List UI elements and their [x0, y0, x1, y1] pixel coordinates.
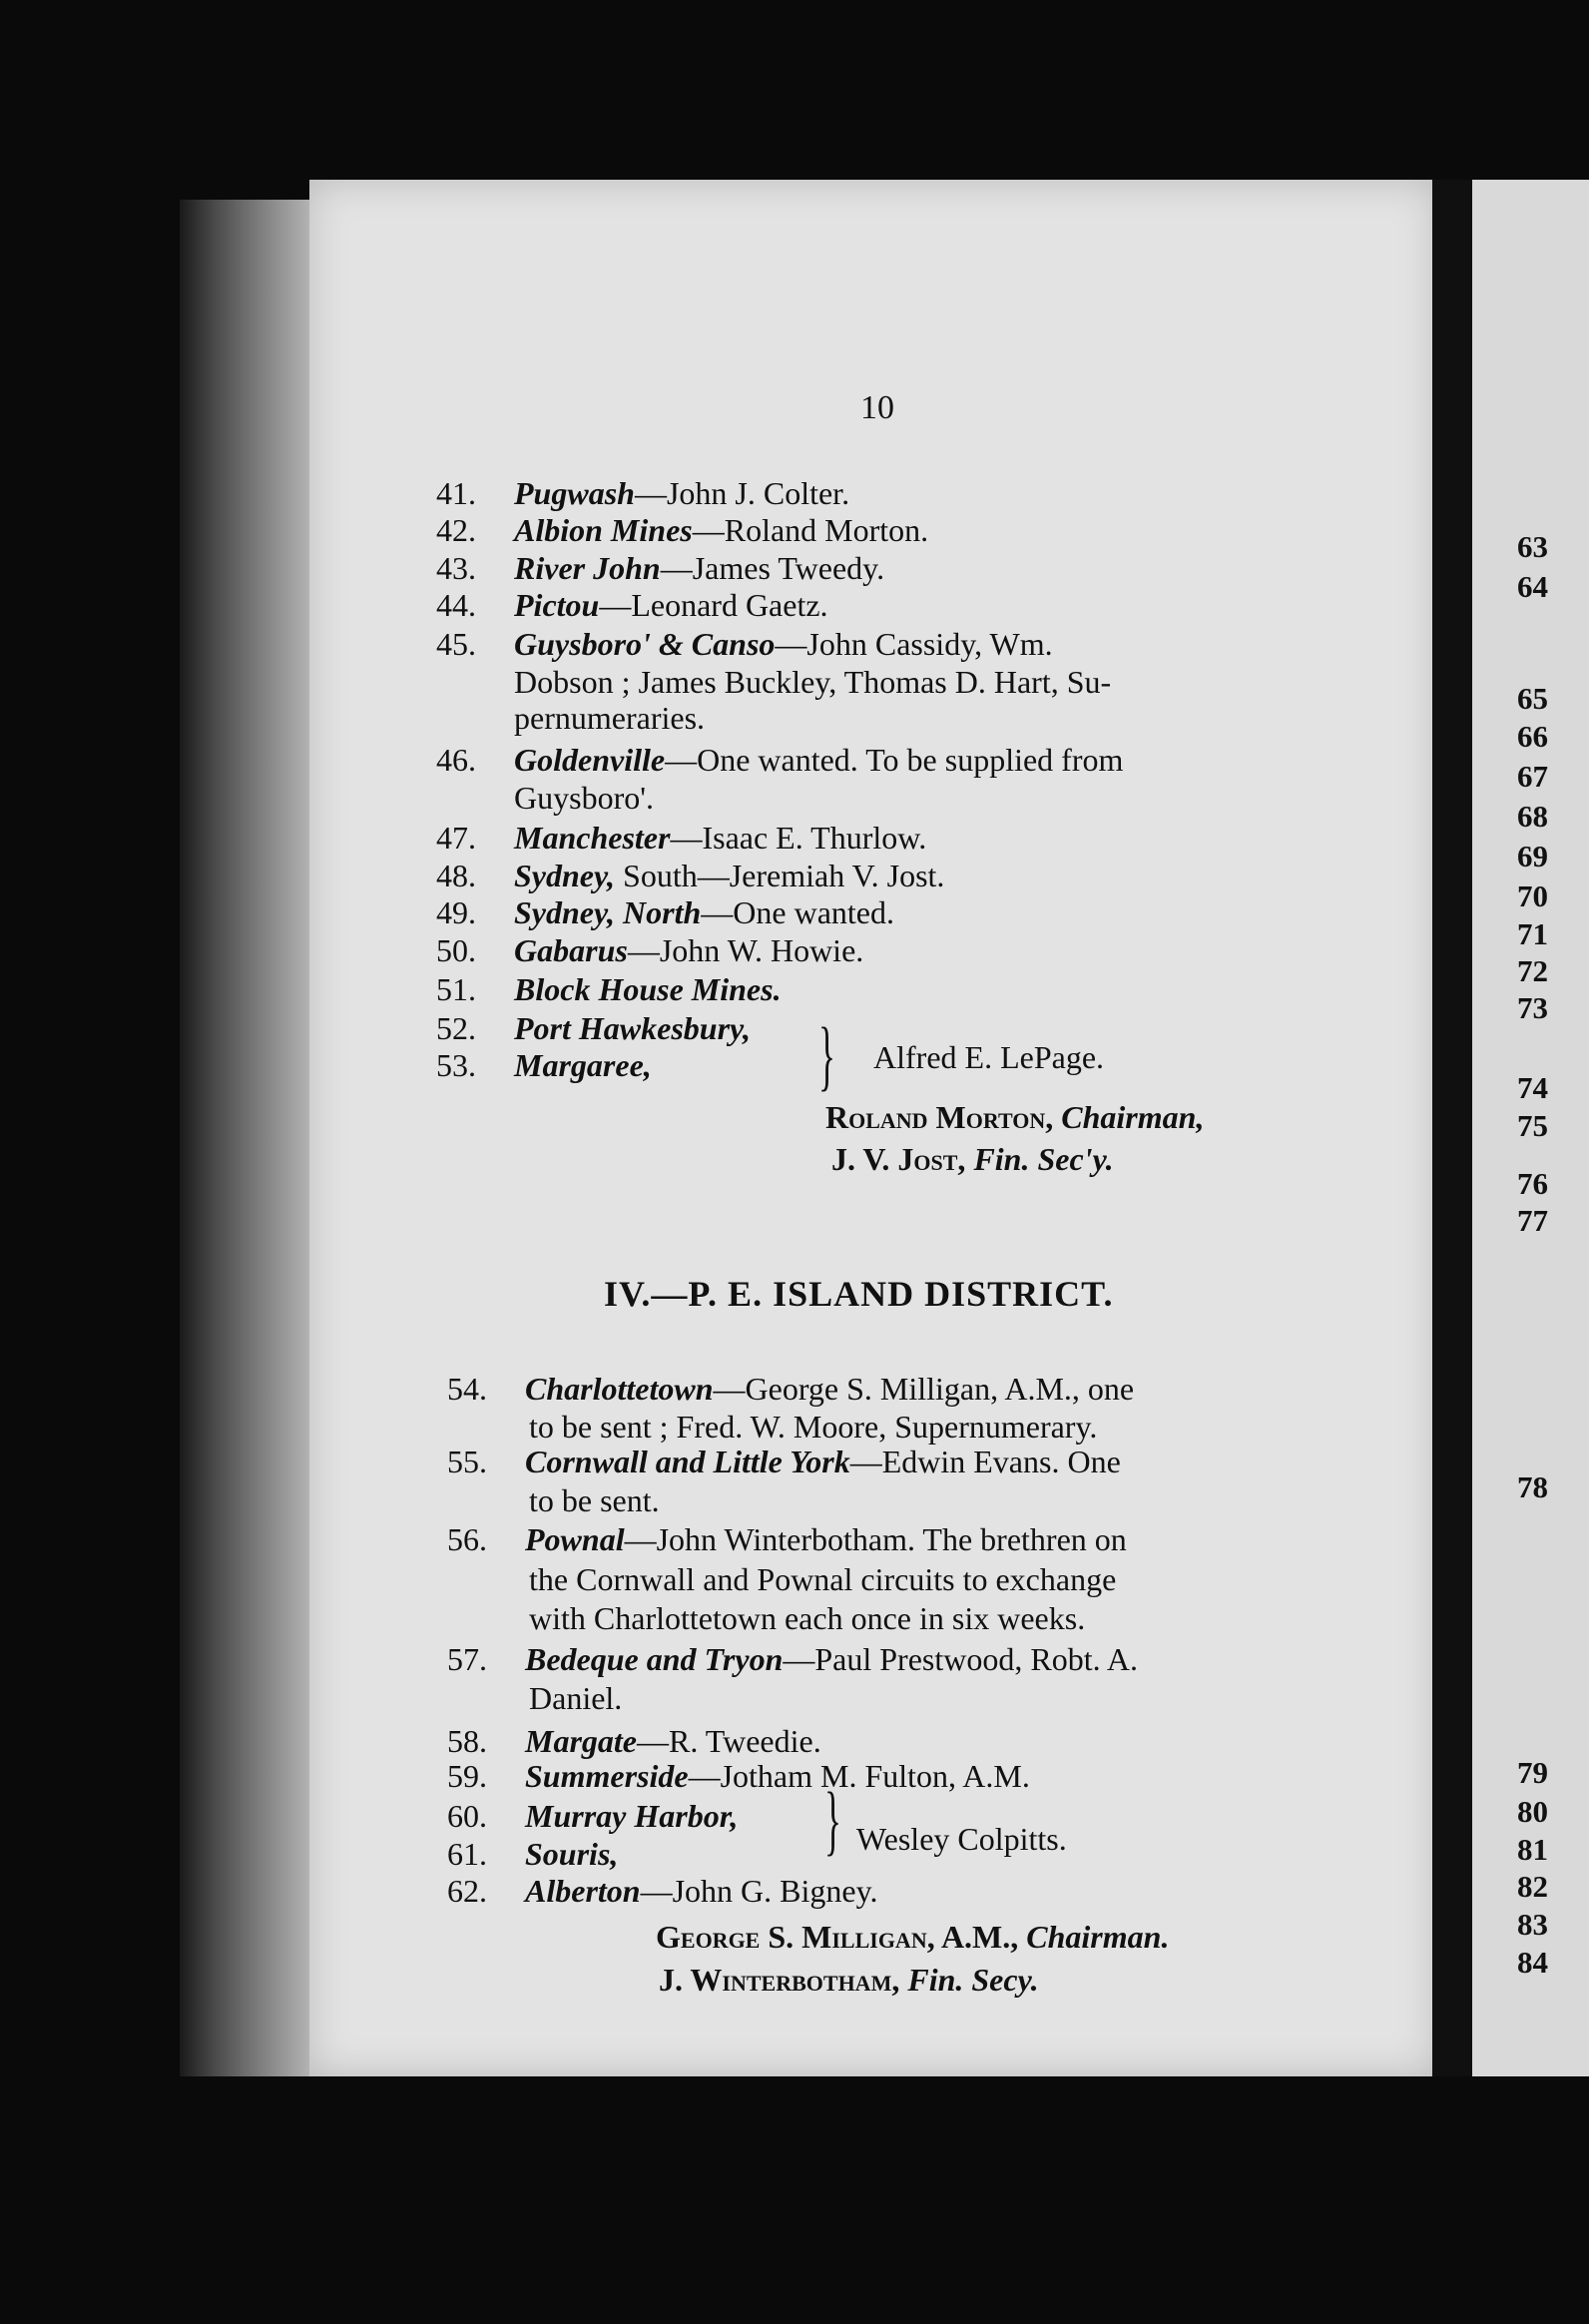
entry-place: Cornwall and Little York [525, 1444, 850, 1479]
entry-text: —James Tweedy. [660, 550, 885, 586]
next-page-number: 69 [1517, 839, 1548, 873]
entry-text: —Edwin Evans. One [849, 1444, 1121, 1479]
entry-number: 53. [436, 1047, 476, 1083]
entry-line [447, 1640, 1138, 1678]
entry-line [529, 1481, 660, 1519]
group-52-53-minister: Alfred E. LePage. [873, 1039, 1105, 1075]
entry-place: Charlottetown [525, 1371, 714, 1407]
entry-line [447, 1722, 821, 1760]
entry-place: River John [514, 550, 661, 586]
next-page-number: 84 [1517, 1945, 1548, 1980]
next-page-number: 72 [1517, 953, 1548, 988]
entry-line [447, 1520, 1127, 1558]
next-page-number: 64 [1517, 569, 1548, 604]
entry-text: —Isaac E. Thurlow. [670, 820, 927, 856]
entry-text: —R. Tweedie. [637, 1723, 821, 1759]
entry-number: 49. [436, 894, 476, 930]
entry-place: Port Hawkesbury, [514, 1010, 752, 1046]
entry-place: Alberton [525, 1873, 641, 1909]
entry-place: Pugwash [514, 475, 635, 511]
entry-number: 44. [436, 587, 476, 623]
entry-line [436, 970, 782, 1008]
entry-place: Souris, [525, 1836, 619, 1872]
entry-place: Margate [525, 1723, 637, 1759]
entry-line [447, 1835, 618, 1873]
entry-number: 52. [436, 1010, 476, 1046]
entry-line [436, 1009, 751, 1047]
group-60-61-minister: Wesley Colpitts. [856, 1821, 1067, 1857]
entry-text: —One wanted. [701, 894, 894, 930]
entry-line [529, 1408, 1097, 1446]
entry-line [447, 1797, 738, 1835]
entry-text: —One wanted. To be supplied from [665, 742, 1124, 778]
entry-place: Bedeque and Tryon [525, 1641, 784, 1677]
entry-text: with Charlottetown each once in six weeks. [529, 1600, 1086, 1636]
entry-text: —Jotham M. Fulton, A.M. [688, 1758, 1030, 1794]
entry-number: 48. [436, 858, 476, 893]
entry-number: 46. [436, 742, 476, 778]
entry-number: 47. [436, 820, 476, 856]
district3-chairman: Roland Morton, Chairman, [825, 1099, 1205, 1135]
entry-text: —Roland Morton. [692, 512, 929, 548]
next-page-number: 75 [1517, 1108, 1548, 1143]
next-page-number: 74 [1517, 1070, 1548, 1105]
entry-number: 51. [436, 971, 476, 1007]
next-page-number: 67 [1517, 759, 1548, 794]
entry-line [514, 699, 705, 737]
entry-number: 61. [447, 1836, 487, 1872]
entry-line [529, 1560, 1116, 1598]
entry-line [436, 586, 828, 624]
brace-52-53: } [818, 1011, 835, 1098]
next-page-number: 66 [1517, 719, 1548, 754]
entry-number: 42. [436, 512, 476, 548]
entry-text: South—Jeremiah V. Jost. [615, 858, 945, 893]
entry-number: 56. [447, 1521, 487, 1557]
next-page-number: 80 [1517, 1794, 1548, 1829]
entry-line [447, 1757, 1030, 1795]
entry-line [436, 931, 863, 969]
entry-number: 58. [447, 1723, 487, 1759]
entry-text: —George S. Milligan, A.M., one [713, 1371, 1135, 1407]
entry-text: —John Winterbotham. The brethren on [624, 1521, 1127, 1557]
next-page-number: 73 [1517, 990, 1548, 1025]
entry-text: —Leonard Gaetz. [599, 587, 828, 623]
entry-place: Manchester [514, 820, 671, 856]
entry-text: the Cornwall and Pownal circuits to exchange [529, 1561, 1117, 1597]
entry-place: Block House Mines. [514, 971, 782, 1007]
entry-text: Daniel. [529, 1680, 623, 1716]
next-page-number: 82 [1517, 1869, 1548, 1904]
next-page-number: 81 [1517, 1832, 1548, 1867]
next-page-number: 79 [1517, 1755, 1548, 1790]
entry-number: 45. [436, 626, 476, 662]
entry-line [514, 663, 1111, 701]
next-page-number: 71 [1517, 916, 1548, 951]
next-page [1432, 180, 1589, 2076]
entry-line [514, 779, 654, 817]
entry-line [447, 1443, 1121, 1480]
entry-line [529, 1679, 622, 1717]
entry-number: 59. [447, 1758, 487, 1794]
entry-line [529, 1599, 1085, 1637]
entry-text: pernumeraries. [514, 700, 706, 736]
district4-chairman: George S. Milligan, A.M., Chairman. [656, 1919, 1170, 1955]
district4-secretary: J. Winterbotham, Fin. Secy. [659, 1962, 1039, 1998]
next-page-number: 70 [1517, 878, 1548, 913]
district3-secretary: J. V. Jost, Fin. Sec'y. [831, 1141, 1114, 1177]
entry-place: Gabarus [514, 932, 628, 968]
district-heading: IV.—P. E. ISLAND DISTRICT. [604, 1274, 1114, 1314]
entry-place: Murray Harbor, [525, 1798, 739, 1834]
entry-place: Sydney, North [514, 894, 702, 930]
next-page-number: 83 [1517, 1907, 1548, 1942]
entry-text: —John G. Bigney. [640, 1873, 878, 1909]
entry-place: Goldenville [514, 742, 666, 778]
entry-place: Margaree, [514, 1047, 652, 1083]
entry-place: Summerside [525, 1758, 689, 1794]
next-page-number: 77 [1517, 1203, 1548, 1238]
entry-text: to be sent. [529, 1482, 660, 1518]
next-page-number: 68 [1517, 799, 1548, 834]
entry-place: Guysboro' & Canso [514, 626, 776, 662]
entry-line [436, 857, 944, 894]
entry-line [447, 1370, 1134, 1408]
entry-number: 55. [447, 1444, 487, 1479]
entry-line [436, 511, 928, 549]
next-page-number: 63 [1517, 529, 1548, 564]
entry-line [436, 625, 1053, 663]
entry-line [447, 1872, 878, 1910]
entry-place: Albion Mines [514, 512, 693, 548]
entry-line [436, 474, 849, 512]
entry-place: Sydney, [514, 858, 616, 893]
entry-text: —John W. Howie. [627, 932, 864, 968]
entry-text: to be sent ; Fred. W. Moore, Supernumerary. [529, 1409, 1098, 1445]
entry-number: 41. [436, 475, 476, 511]
entry-line [436, 819, 926, 857]
entry-number: 50. [436, 932, 476, 968]
brace-60-61: } [824, 1776, 841, 1863]
entry-text: Guysboro'. [514, 780, 654, 816]
entry-place: Pictou [514, 587, 600, 623]
entry-number: 43. [436, 550, 476, 586]
entry-number: 62. [447, 1873, 487, 1909]
entry-number: 57. [447, 1641, 487, 1677]
entry-place: Pownal [525, 1521, 625, 1557]
entry-line [436, 741, 1123, 779]
entry-text: —Paul Prestwood, Robt. A. [783, 1641, 1138, 1677]
entry-number: 54. [447, 1371, 487, 1407]
next-page-number: 78 [1517, 1469, 1548, 1504]
entry-line [436, 549, 884, 587]
next-page-number: 65 [1517, 681, 1548, 716]
entry-line [436, 1046, 652, 1084]
entry-line [436, 893, 894, 931]
entry-text: Dobson ; James Buckley, Thomas D. Hart, Su- [514, 664, 1112, 700]
entry-text: —John J. Colter. [634, 475, 850, 511]
entry-text: —John Cassidy, Wm. [775, 626, 1053, 662]
page-number: 10 [860, 389, 894, 426]
next-page-number: 76 [1517, 1166, 1548, 1201]
entry-number: 60. [447, 1798, 487, 1834]
book-page-edges [180, 200, 319, 2076]
